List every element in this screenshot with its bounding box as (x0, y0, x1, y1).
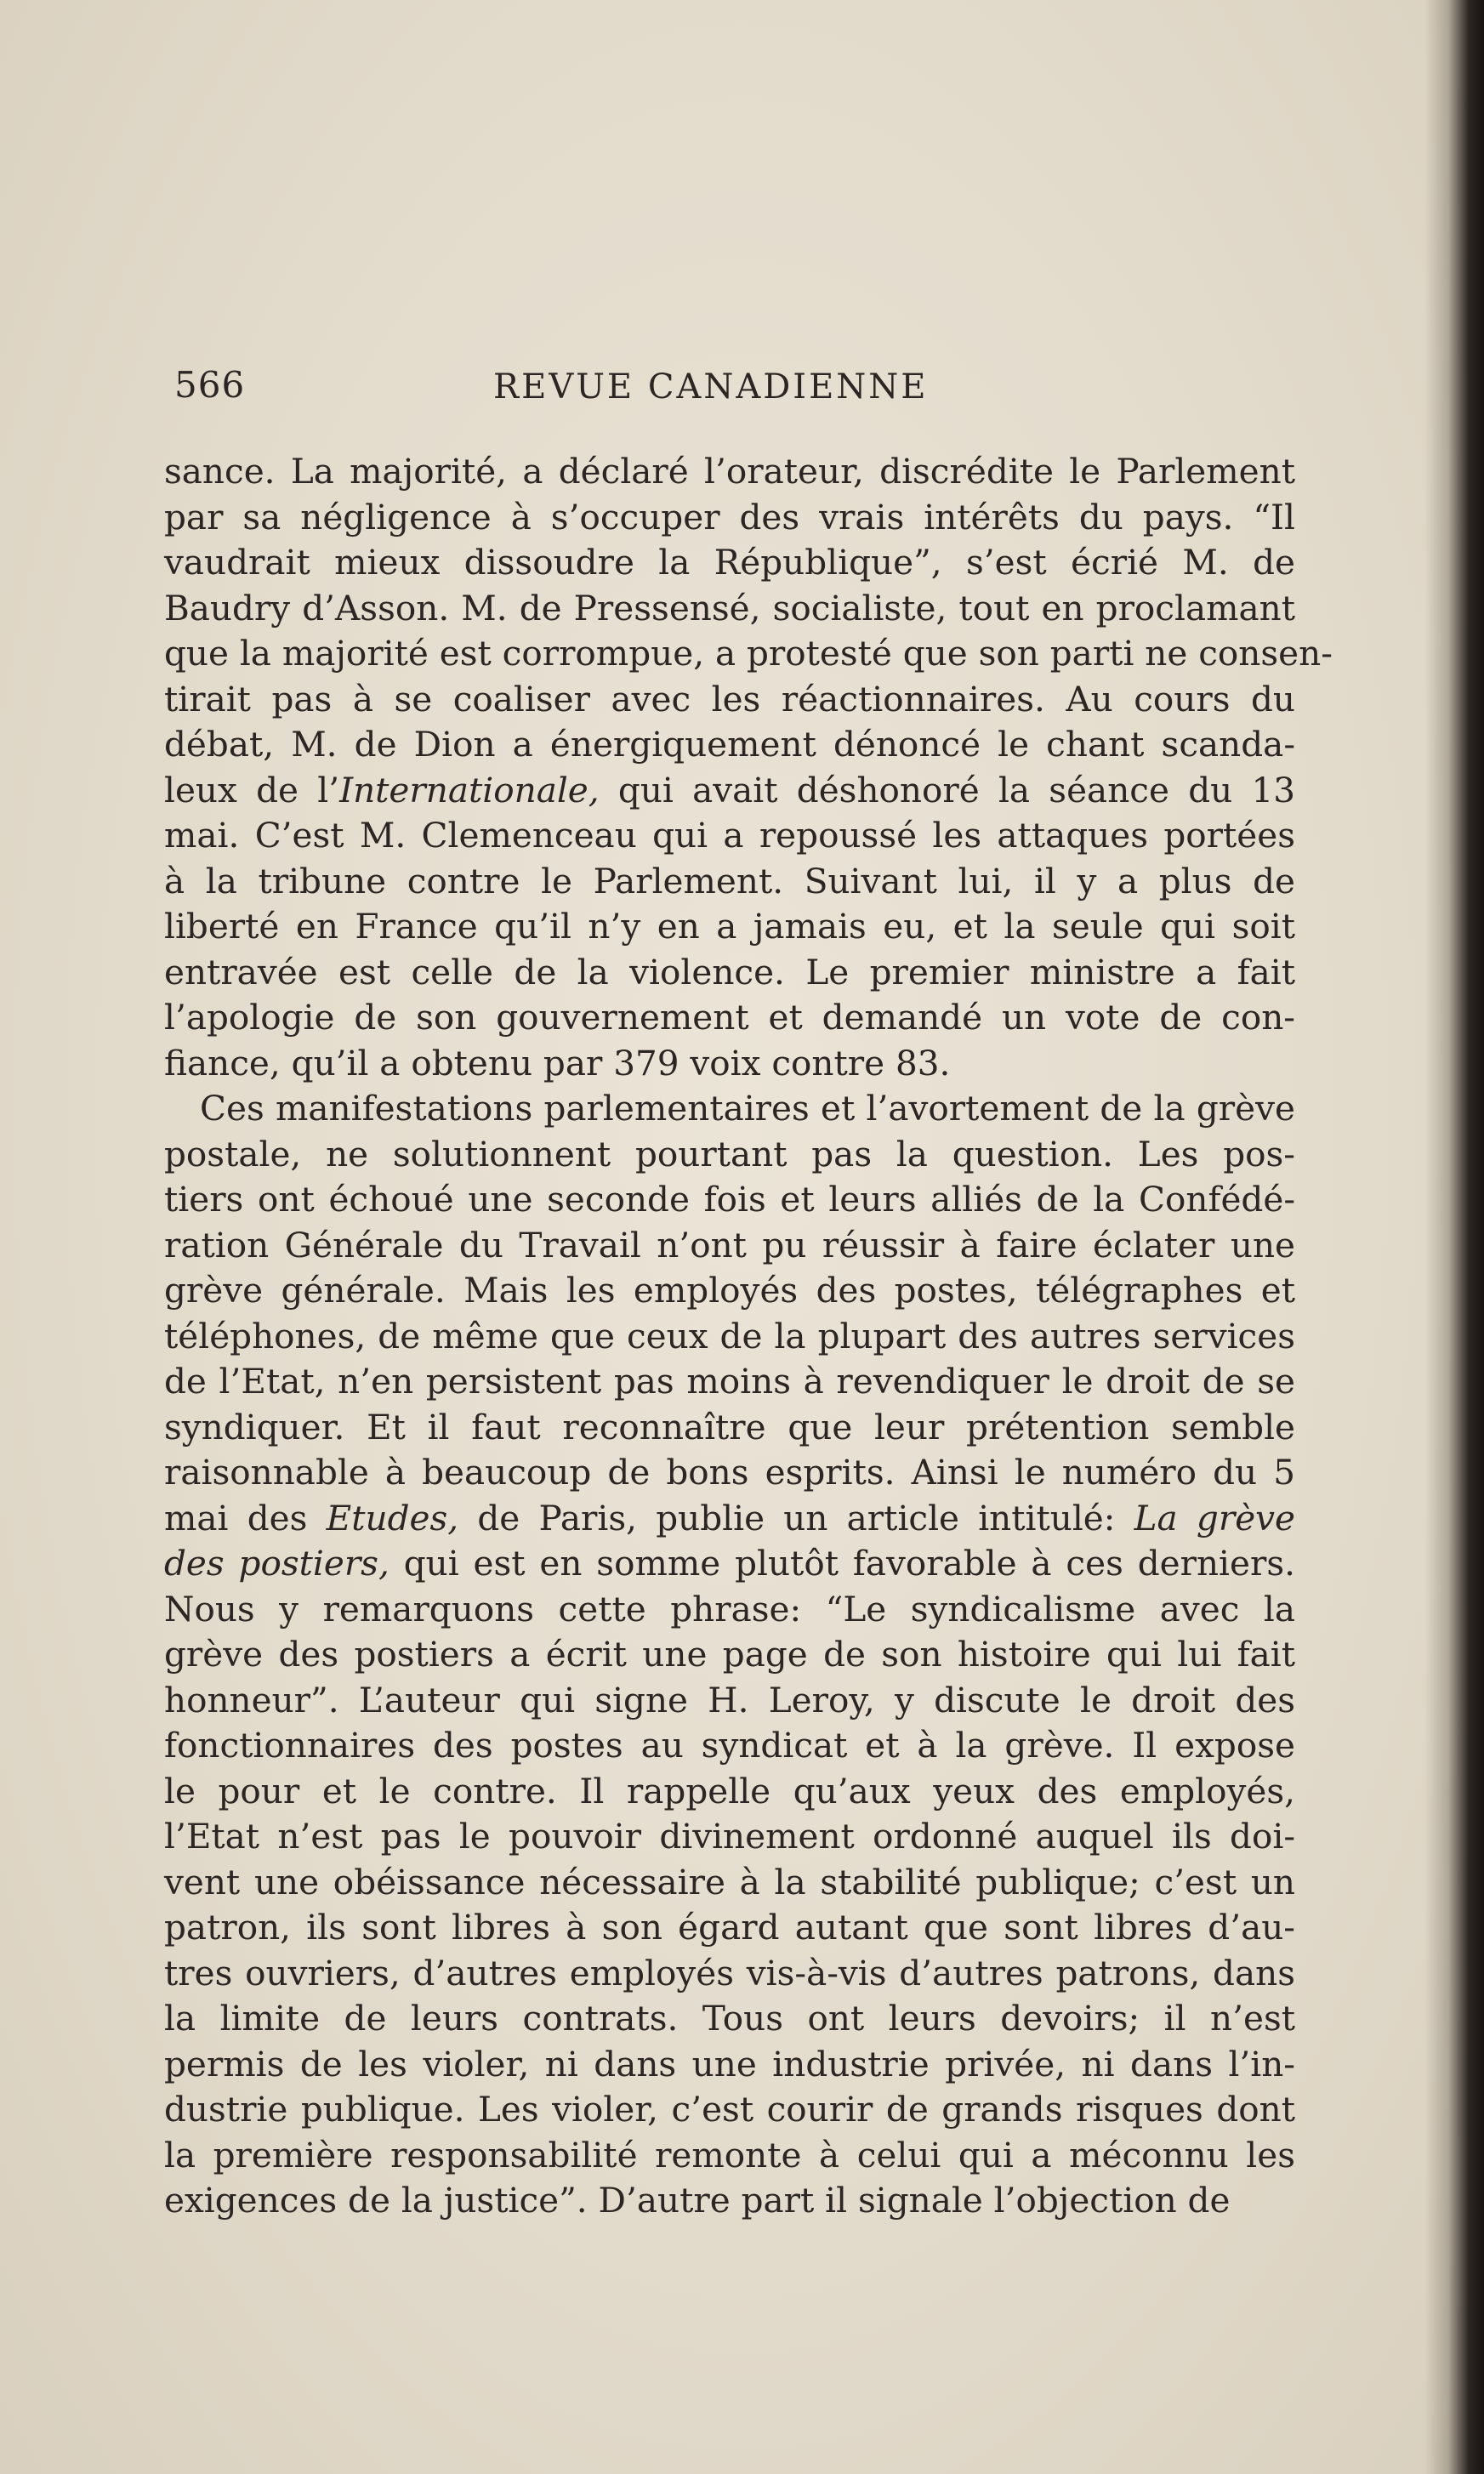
text-line: exigences de la justice”. D’autre part il signale l’objection de (164, 2180, 1231, 2221)
text-line: l’Etat n’est pas le pouvoir divinement ordonné auquel ils doi- (164, 1816, 1295, 1857)
text-line: à la tribune contre le Parlement. Suivant lui, il y a plus de (164, 860, 1295, 901)
text-line: Ces manifestations parlementaires et l’avortement de la grève (200, 1088, 1295, 1129)
body-text (164, 449, 1333, 2224)
text-line: que la majorité est corrompue, a protesté que son parti ne consen- (164, 633, 1333, 674)
text-line: l’apologie de son gouvernement et demandé un vote de con- (164, 997, 1295, 1038)
page-number: 566 (174, 364, 246, 406)
text-line: grève des postiers a écrit une page de son histoire qui lui fait (164, 1634, 1295, 1675)
text-line: mai. C’est M. Clemenceau qui a repoussé les attaques portées (164, 815, 1295, 856)
text-line: la limite de leurs contrats. Tous ont leurs devoirs; il n’est (164, 1998, 1295, 2039)
text-line: raisonnable à beaucoup de bons esprits. Ainsi le numéro du 5 (164, 1452, 1295, 1493)
paragraph-1 (164, 449, 1333, 1086)
text-line: permis de les violer, ni dans une industrie privée, ni dans l’in- (164, 2043, 1295, 2084)
text-line: vaudrait mieux dissoudre la République”, s’est écrié M. de (164, 542, 1295, 583)
text-line: vent une obéissance nécessaire à la stabilité publique; c’est un (164, 1861, 1295, 1902)
text-line: ration Générale du Travail n’ont pu réussir à faire éclater une (164, 1224, 1295, 1265)
text-line: postale, ne solutionnent pourtant pas la question. Les pos- (164, 1133, 1295, 1174)
text-line: la première responsabilité remonte à celui qui a méconnu les (164, 2134, 1295, 2175)
text-line: leux de l’Internationale, qui avait déshonoré la séance du 13 (164, 769, 1295, 810)
text-line: fonctionnaires des postes au syndicat et à la grève. Il expose (164, 1725, 1295, 1766)
text-line: entravée est celle de la violence. Le premier ministre a fait (164, 951, 1295, 992)
text-line: Baudry d’Asson. M. de Pressensé, socialiste, tout en proclamant (164, 587, 1295, 628)
text-line: par sa négligence à s’occuper des vrais intérêts du pays. “Il (164, 496, 1295, 537)
text-line: patron, ils sont libres à son égard autant que sont libres d’au- (164, 1907, 1295, 1948)
text-line: Nous y remarquons cette phrase: “Le syndicalisme avec la (164, 1588, 1295, 1629)
text-line: tirait pas à se coaliser avec les réactionnaires. Au cours du (164, 678, 1295, 719)
text-line: dustrie publique. Les violer, c’est courir de grands risques dont (164, 2089, 1295, 2130)
text-line: honneur”. L’auteur qui signe H. Leroy, y discute le droit des (164, 1679, 1295, 1720)
text-line: mai des Etudes, de Paris, publie un article intitulé: La grève (164, 1497, 1296, 1538)
text-line: débat, M. de Dion a énergiquement dénoncé le chant scanda- (164, 724, 1295, 765)
text-line: tiers ont échoué une seconde fois et leurs alliés de la Confédé- (164, 1179, 1295, 1220)
text-line: liberté en France qu’il n’y en a jamais eu, et la seule qui soit (164, 906, 1295, 947)
page-edge-shadow (1424, 0, 1484, 2474)
text-line: de l’Etat, n’en persistent pas moins à revendiquer le droit de se (164, 1361, 1295, 1402)
text-line: le pour et le contre. Il rappelle qu’aux yeux des employés, (164, 1770, 1295, 1811)
text-line: téléphones, de même que ceux de la plupart des autres services (164, 1315, 1295, 1356)
text-line: tres ouvriers, d’autres employés vis-à-vis d’autres patrons, dans (164, 1952, 1295, 1993)
text-line: fiance, qu’il a obtenu par 379 voix contre 83. (164, 1042, 951, 1083)
text-line: syndiquer. Et il faut reconnaître que leur prétention semble (164, 1406, 1295, 1447)
text-line: grève générale. Mais les employés des postes, télégraphes et (164, 1270, 1295, 1311)
running-title: REVUE CANADIENNE (493, 367, 929, 407)
page-header (174, 364, 1297, 415)
text-line: sance. La majorité, a déclaré l’orateur, discrédite le Parlement (164, 451, 1295, 492)
paragraph-2 (164, 1086, 1295, 2224)
text-line: des postiers, qui est en somme plutôt favorable à ces derniers. (164, 1543, 1295, 1584)
